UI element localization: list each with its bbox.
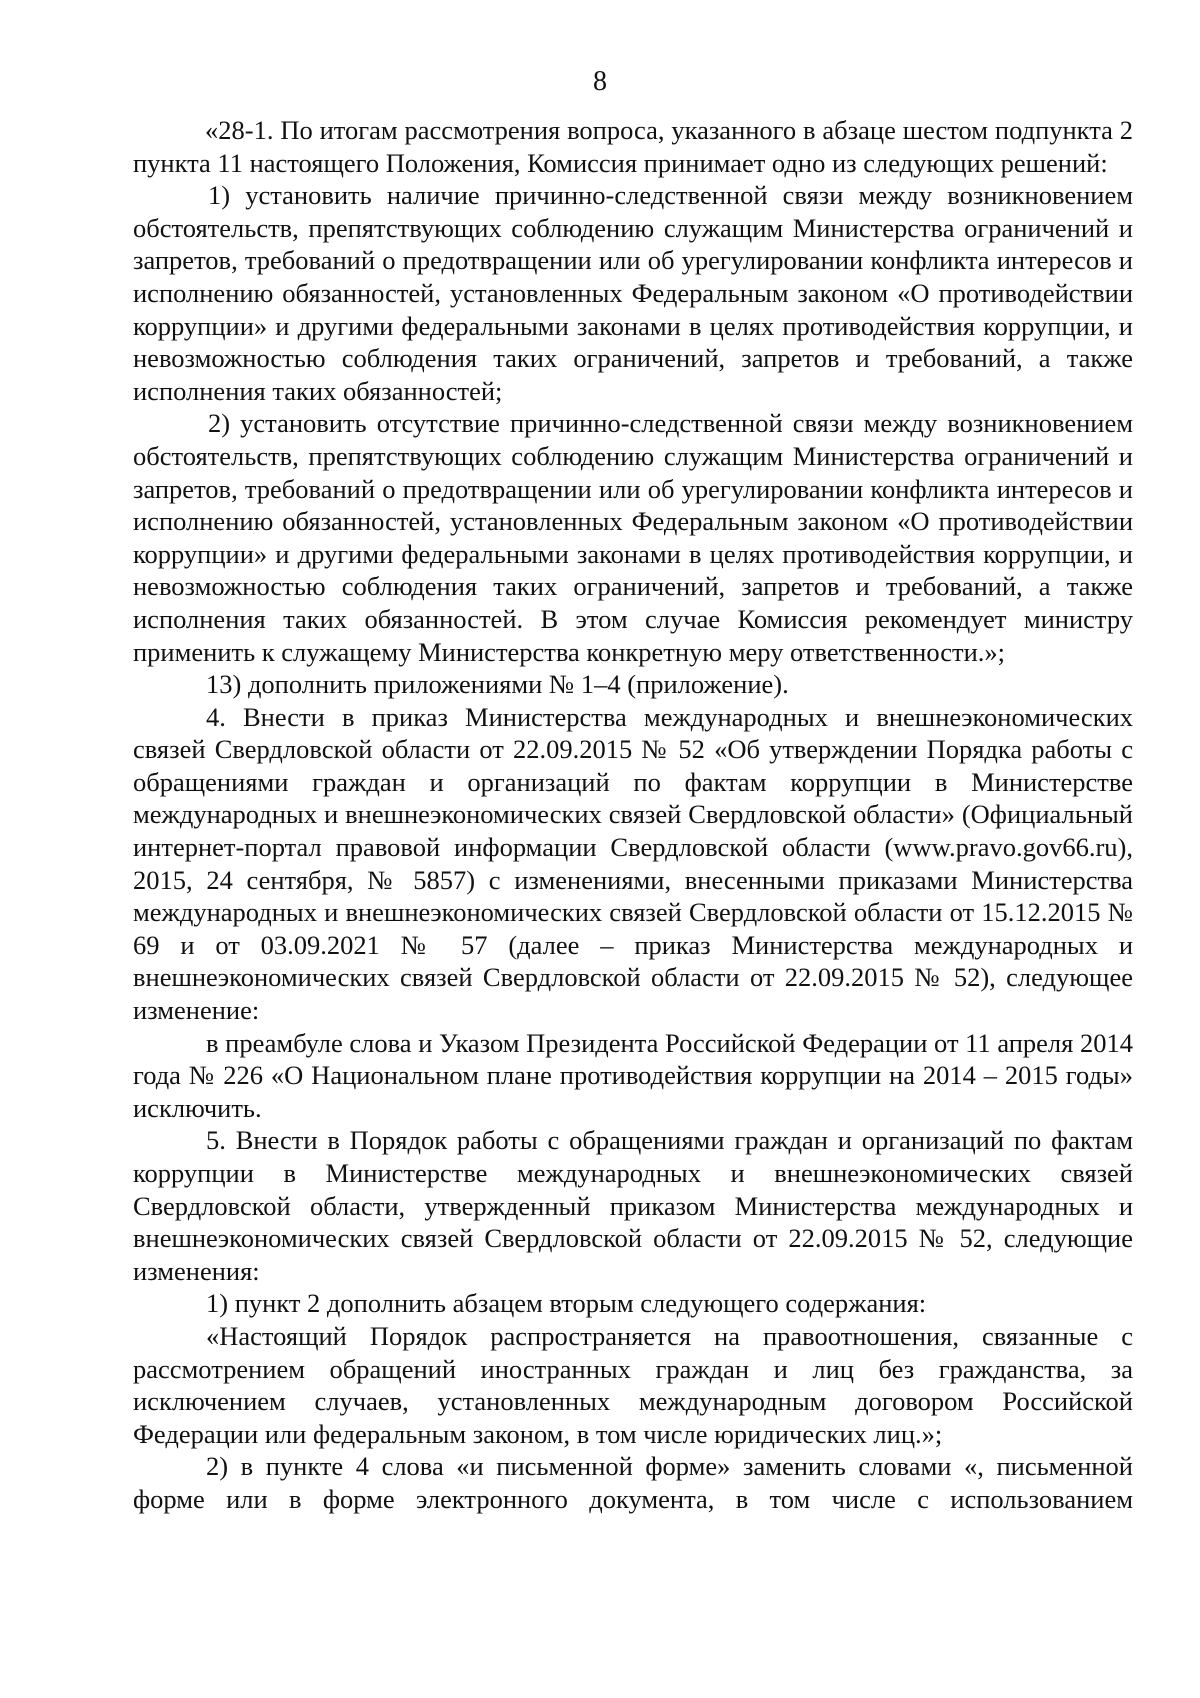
paragraph-item-4: 4. Внести в приказ Министерства международных и внешнеэкономических связей Свердловской области от 22.09.2015 № 52 «Об утверждении Порядка работы с обращениями граждан и организаций по фактам коррупции в Министерстве международных и внешнеэкономических связей Свердловской области» (Официальный интернет-портал правовой информации Свердловской области (www.pravo.gov66.ru), 2015, 24 сентября, № 5857) с изменениями, внесенными приказами Министерства международных и внешнеэкономических связей Свердловской области от 15.12.2015 № 69 и от 03.09.2021 № 57 (далее – приказ Министерства международных и внешнеэкономических связей Свердловской области от 22.09.2015 № 52), следующее изменение: [133,701,1133,1026]
paragraph-item-5: 5. Внести в Порядок работы с обращениями граждан и организаций по фактам коррупции в Министерстве международных и внешнеэкономических связей Свердловской области, утвержденный приказом Министерства международных и внешнеэкономических связей Свердловской области от 22.09.2015 № 52, следующие изменения: [133,1125,1133,1286]
paragraph-item-13: 13) дополнить приложениями № 1–4 (приложение). [206,669,789,700]
paragraph-preamble: в преамбуле слова и Указом Президента Российской Федерации от 11 апреля 2014 года № 226 «О Национальном плане противодействия коррупции на 2014 – 2015 годы» исключить. [133,1027,1133,1123]
paragraph-sub-1: 1) пункт 2 дополнить абзацем вторым следующего содержания: [206,1288,927,1319]
paragraph-decision-2: 2) установить отсутствие причинно-следственной связи между возникновением обстоятельств, препятствующих соблюдению служащим Министерства ограничений и запретов, требований о предотвращении или об урегулировании конфликта интересов и исполнению обязанностей, установленных Федеральным законом «О противодействии коррупции» и другими федеральными законами в целях противодействия коррупции, и невозможностью соблюдения таких ограничений, запретов и требований, а также исполнения таких обязанностей. В этом случае Комиссия рекомендует министру применить к служащему Министерства конкретную меру ответственности.»; [133,408,1133,667]
document-body [133,114,1133,1516]
paragraph-sub-2: 2) в пункте 4 слова «и письменной форме» заменить словами «, письменной форме или в форме электронного документа, в том числе с использованием [133,1451,1133,1514]
paragraph-decision-1: 1) установить наличие причинно-следственной связи между возникновением обстоятельств, препятствующих соблюдению служащим Министерства ограничений и запретов, требований о предотвращении или об урегулировании конфликта интересов и исполнению обязанностей, установленных Федеральным законом «О противодействии коррупции» и другими федеральными законами в целях противодействия коррупции, и невозможностью соблюдения таких ограничений, запретов и требований, а также исполнения таких обязанностей; [133,180,1133,406]
paragraph-28-1: «28-1. По итогам рассмотрения вопроса, указанного в абзаце шестом подпункта 2 пункта 11 настоящего Положения, Комиссия принимает одно из следующих решений: [133,115,1133,178]
paragraph-quote: «Настоящий Порядок распространяется на правоотношения, связанные с рассмотрением обращений иностранных граждан и лиц без гражданства, за исключением случаев, установленных международным договором Российской Федерации или федеральным законом, в том числе юридических лиц.»; [133,1320,1133,1449]
page-number: 8 [593,66,607,97]
